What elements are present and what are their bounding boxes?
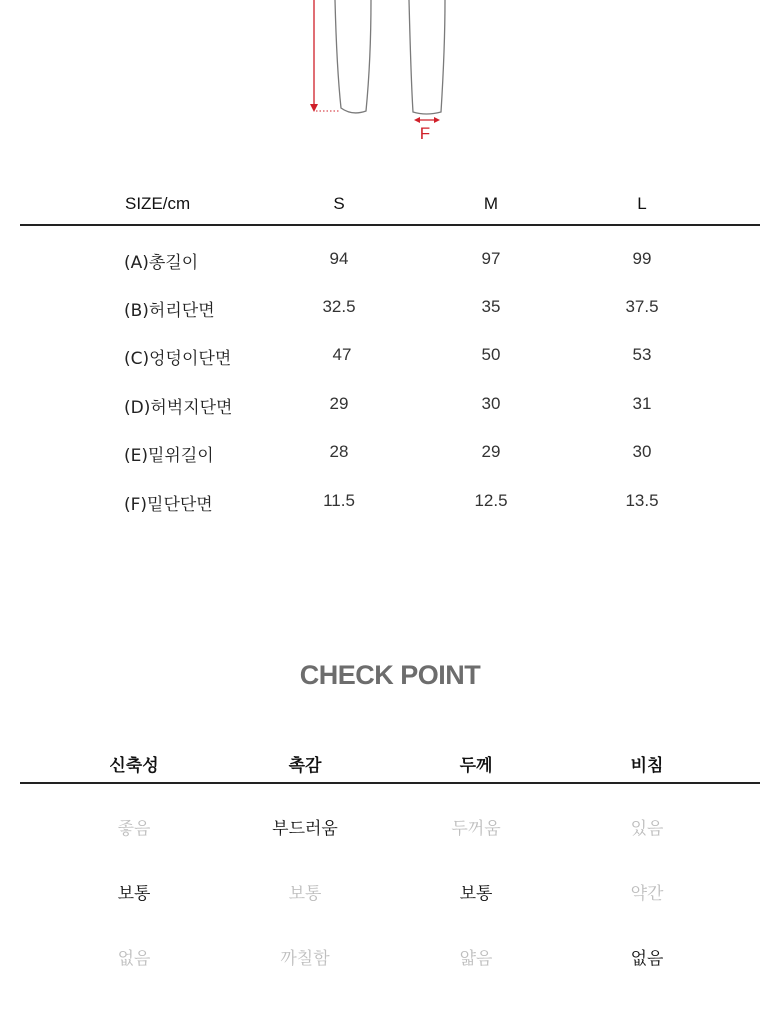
row-label: (B)허리단면 [124,301,215,321]
value-m: 29 [481,442,501,461]
value-s: 32.5 [322,297,356,316]
value-l: 99 [632,249,652,268]
check-point-header: 비침 [630,756,664,776]
check-point-header: 두께 [459,756,493,776]
size-table-divider [20,224,760,226]
value-l: 53 [632,345,652,364]
size-header-l: L [637,194,647,213]
hem-measure-label: F [419,124,431,143]
value-s: 94 [329,249,349,268]
value-l: 30 [632,442,652,461]
check-option-selected: 보통 [459,884,493,904]
value-m: 35 [481,297,501,316]
check-option: 보통 [288,884,322,904]
check-option: 없음 [117,949,151,969]
value-m: 12.5 [474,491,508,510]
check-option-selected: 보통 [117,884,151,904]
pants-illustration [0,0,780,160]
row-label: (D)허벅지단면 [124,398,233,418]
value-m: 50 [481,345,501,364]
value-s: 11.5 [323,491,355,510]
value-s: 29 [329,394,349,413]
check-option-selected: 부드러움 [272,819,338,839]
hem-arrow-left [414,117,420,123]
value-l: 37.5 [625,297,659,316]
left-leg-outline [335,0,371,113]
value-l: 13.5 [625,491,659,510]
value-s: 47 [332,345,352,364]
row-label: (E)밑위길이 [124,446,214,466]
size-header-label: SIZE/cm [125,194,191,213]
value-s: 28 [329,442,349,461]
row-label: (F)밑단단면 [124,495,213,515]
check-point-header: 신축성 [109,756,159,776]
value-m: 30 [481,394,501,413]
size-header-s: S [333,194,345,213]
check-point-header: 촉감 [288,756,322,776]
check-option: 좋음 [117,819,151,839]
row-label: (A)총길이 [124,253,199,273]
value-m: 97 [481,249,501,268]
check-option: 약간 [630,884,664,904]
check-option: 까칠함 [280,949,330,969]
size-header-m: M [483,194,499,213]
check-option: 얇음 [459,949,493,969]
hem-arrow-right [434,117,440,123]
check-option: 있음 [630,819,664,839]
check-option-selected: 없음 [630,949,664,969]
check-point-title: CHECK POINT [299,660,481,690]
check-point-divider [20,782,760,784]
right-leg-outline [409,0,445,114]
row-label: (C)엉덩이단면 [124,349,232,369]
check-option: 두꺼움 [451,819,501,839]
value-l: 31 [632,394,652,413]
